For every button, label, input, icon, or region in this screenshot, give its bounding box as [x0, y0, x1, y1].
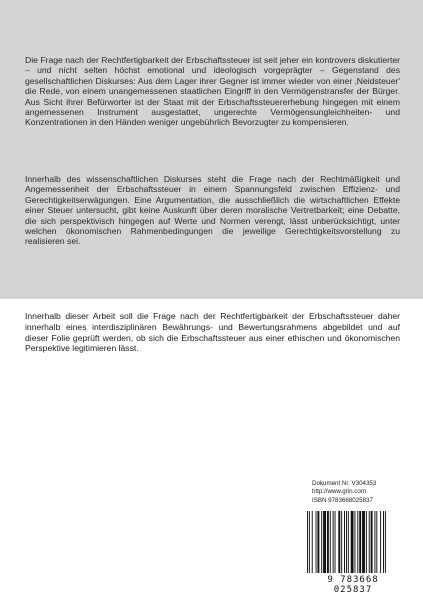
- barcode-bar: [344, 511, 345, 573]
- barcode-bar: [369, 511, 370, 573]
- barcode-bar: [316, 511, 317, 573]
- top-panel: [0, 0, 423, 299]
- barcode-bar: [348, 511, 349, 573]
- barcode-bar: [362, 511, 365, 573]
- barcode-bar: [385, 511, 386, 573]
- barcode-bar: [380, 511, 381, 573]
- barcode-bar: [357, 511, 358, 573]
- barcode-bar: [317, 511, 319, 573]
- barcode-image: [305, 511, 401, 577]
- barcode-bar: [351, 511, 354, 573]
- barcode-bar: [346, 511, 347, 573]
- barcode-bar: [312, 511, 313, 573]
- barcode-number: 9 783668 025837: [327, 575, 379, 595]
- barcode-bar: [355, 511, 356, 573]
- barcode-bar: [309, 511, 310, 573]
- barcode-bar: [341, 511, 342, 573]
- isbn: ISBN 9783668025837: [312, 496, 373, 504]
- barcode-bar: [307, 511, 308, 573]
- barcode-bar: [333, 511, 334, 573]
- barcode-bar: [376, 511, 377, 573]
- barcode-bar: [338, 511, 340, 573]
- summary-paragraph-1: Die Frage nach der Rechtfertigbarkeit der Erbschaftssteuer ist seit jeher ein kontrovers diskutierter – und nicht selten höchst emotional und ideologisch vorgeprägter – Gegenstand des gesellschaftlichen Diskurses: Aus dem Lager ihrer Gegner ist immer wieder von einer ‚Neidsteuer' die Rede, von einem unangemessenen staatlichen Eingriff in den Vermögenstransfer der Bürger. Aus Sicht ihrer Befürworter ist der Staat mit der Erbschaftssteuererhebung hingegen mit einem angemessenen Instrument ausgestattet, ungerechte Vermögensungleichheiten- und Konzentrationen in den Händen weniger ungebührlich Bevorzugter zu kompensieren.: [25, 55, 400, 128]
- barcode-bar: [327, 511, 329, 573]
- summary-paragraph-2: Innerhalb des wissenschaftlichen Diskurses steht die Frage nach der Rechtmäßigkeit und Angemessenheit der Erbschaftssteuer in einem Spannungsfeld zwischen Effizienz- und Gerechtigkeitserwägungen. Eine Argumentation, die ausschließlich die wirtschaftlichen Effekte einer Steuer untersucht, gibt keine Auskunft über deren moralische Vertretbarkeit; eine Debatte, die sich perspektivisch hingegen auf Werte und Normen verengt, lässt unberücksichtigt, unter welchen ökonomischen Rahmenbedingungen die jeweilige Gerechtigkeitsvorstellung zu realisieren sei.: [25, 174, 400, 247]
- barcode-bar: [335, 511, 336, 573]
- barcode-bar: [359, 511, 361, 573]
- barcode-bar: [321, 511, 322, 573]
- document-number: Dokument Nr. V304353: [312, 480, 377, 487]
- barcode-bar: [330, 511, 331, 573]
- document-info: [312, 480, 376, 505]
- barcode-bar: [374, 511, 375, 573]
- barcode-bar: [383, 511, 384, 573]
- summary-paragraph-3: Innerhalb dieser Arbeit soll die Frage nach der Rechtfertigbarkeit der Erbschaftssteuer daher innerhalb eines interdisziplinären Bewährungs- und Bewertungsrahmens abgebildet und auf dieser Folie geprüft werden, ob sich die Erbschaftssteuer aus einer ethischen und ökonomischen Perspektive legitimieren lässt.: [25, 311, 400, 354]
- barcode-bar: [366, 511, 367, 573]
- barcode-bar: [371, 511, 373, 573]
- barcode-bar: [323, 511, 326, 573]
- publisher-url: http://www.grin.com: [312, 488, 366, 496]
- barcode-bars-icon: [305, 511, 401, 573]
